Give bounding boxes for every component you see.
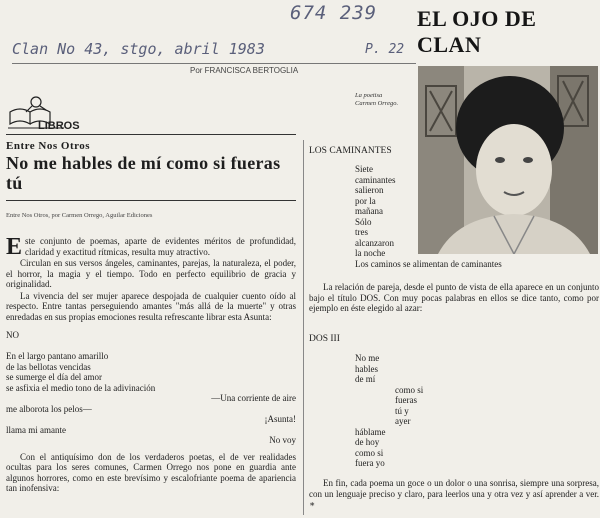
- poem-line: Los caminos se alimentan de caminantes: [355, 258, 502, 269]
- poem-title-dos: DOS III: [309, 334, 340, 344]
- caption-line: La poetisa: [355, 92, 383, 99]
- poem-caminantes: [355, 164, 502, 269]
- book-series: Entre Nos Otros: [6, 140, 91, 152]
- poem-line: [6, 341, 296, 352]
- article-body-left: [6, 236, 296, 495]
- poem-line: de hoy: [355, 437, 380, 447]
- byline: Por FRANCISCA BERTOGLIA: [190, 66, 299, 75]
- poem-line: de las bellotas vencidas: [6, 361, 91, 372]
- poem-dos: [355, 353, 423, 469]
- section-rule: [6, 134, 296, 135]
- poem-line: fuera yo: [355, 458, 385, 468]
- poem-line: háblame: [355, 426, 386, 437]
- paragraph-3: La vivencia del ser mujer aparece despojada de cualquier cuento oído al respecto. Entre tantas perseguiendo amantes "más allá de la muerte" y otras enredadas en sus propias emociones resulta refrescante librar esta Asunta:: [6, 290, 296, 322]
- page-number: P. 22: [365, 42, 405, 57]
- closing-paragraph-right: En fin, cada poema un goce o un dolor o una sonrisa, siempre una sorpresa, con un lenguaje preciso y claro, para leerlos una y otra vez y así aprender a ver. ∗: [309, 478, 599, 509]
- poem-line: la noche: [355, 248, 386, 258]
- poem-line: mañana: [355, 206, 383, 216]
- book-info: Entre Nos Otros, por Carmen Orrego, Aguilar Ediciones: [6, 212, 153, 219]
- poem-line: NO: [6, 330, 19, 340]
- archive-number: 674 239: [290, 2, 378, 24]
- header-rule: [12, 63, 416, 64]
- masthead: EL OJO DE CLAN: [417, 6, 537, 57]
- poem-line: tú y: [395, 405, 409, 416]
- closing-paragraph: Con el antiquísimo don de los verdaderos poetas, el de ver realidades ocultas para los seres comunes, Carmen Orrego nos pone en guardia ante algunos horrores, como en este brevísimo y escalofriante poema de apariencia tan inofensiva:: [6, 451, 296, 493]
- poem-line: ayer: [395, 416, 411, 426]
- photo-caption: [355, 92, 398, 108]
- poem-line: —Una corriente de aire: [211, 393, 296, 403]
- column-divider: [303, 140, 304, 515]
- poem-line: como si: [355, 447, 384, 458]
- poem-line: de mí: [355, 374, 376, 384]
- poem-line: hables: [355, 363, 378, 374]
- headline-rule: [6, 200, 296, 201]
- poem-line: se asfixia el medio tono de la adivinación: [6, 382, 156, 393]
- section-label: LIBROS: [38, 120, 80, 132]
- poem-line: No voy: [269, 435, 296, 445]
- handwritten-citation: Clan No 43, stgo, abril 1983: [12, 40, 265, 58]
- poem-line: fueras: [395, 395, 417, 405]
- poem-line: por la: [355, 195, 376, 206]
- poem-line: No me: [355, 353, 380, 363]
- poem-line: alcanzaron: [355, 237, 394, 248]
- poem-line: En el largo pantano amarillo: [6, 351, 109, 361]
- headline: No me hables de mí como si fueras tú: [6, 153, 281, 193]
- poem-title-caminantes: LOS CAMINANTES: [309, 146, 392, 156]
- poem-asunta: [6, 330, 296, 446]
- caption-line: Carmen Orrego.: [355, 100, 399, 107]
- poem-line: como si: [395, 384, 424, 395]
- mid-paragraph: La relación de pareja, desde el punto de vista de ella aparece en un conjunto bajo el título DOS. Con muy pocas palabras en ellos se dice tanto, como por ejemplo en éste elegido al azar:: [309, 282, 599, 313]
- poem-line: se sumerge el día del amor: [6, 372, 103, 382]
- poem-line: Sólo: [355, 216, 372, 227]
- poem-line: tres: [355, 227, 368, 237]
- paragraph-1-text: ste conjunto de poemas, aparte de evidentes méritos de profundidad, claridad y exactitud rítmicas, resulta muy atractivo.: [25, 236, 296, 257]
- poem-line: ¡Asunta!: [264, 414, 296, 424]
- poem-line: Siete: [355, 164, 373, 174]
- poem-line: llama mi amante: [6, 424, 66, 435]
- drop-cap: E: [6, 234, 23, 260]
- paragraph-2: Circulan en sus versos ángeles, caminantes, parejas, la naturaleza, el poder, el horror, la magia y el tiempo. Todo en perfecto equilibrio de gracia y originalidad.: [6, 258, 296, 289]
- poem-line: me alborota los pelos—: [6, 403, 92, 414]
- paragraph-1: [6, 234, 296, 260]
- poem-line: salieron: [355, 185, 384, 195]
- poem-line: caminantes: [355, 174, 396, 185]
